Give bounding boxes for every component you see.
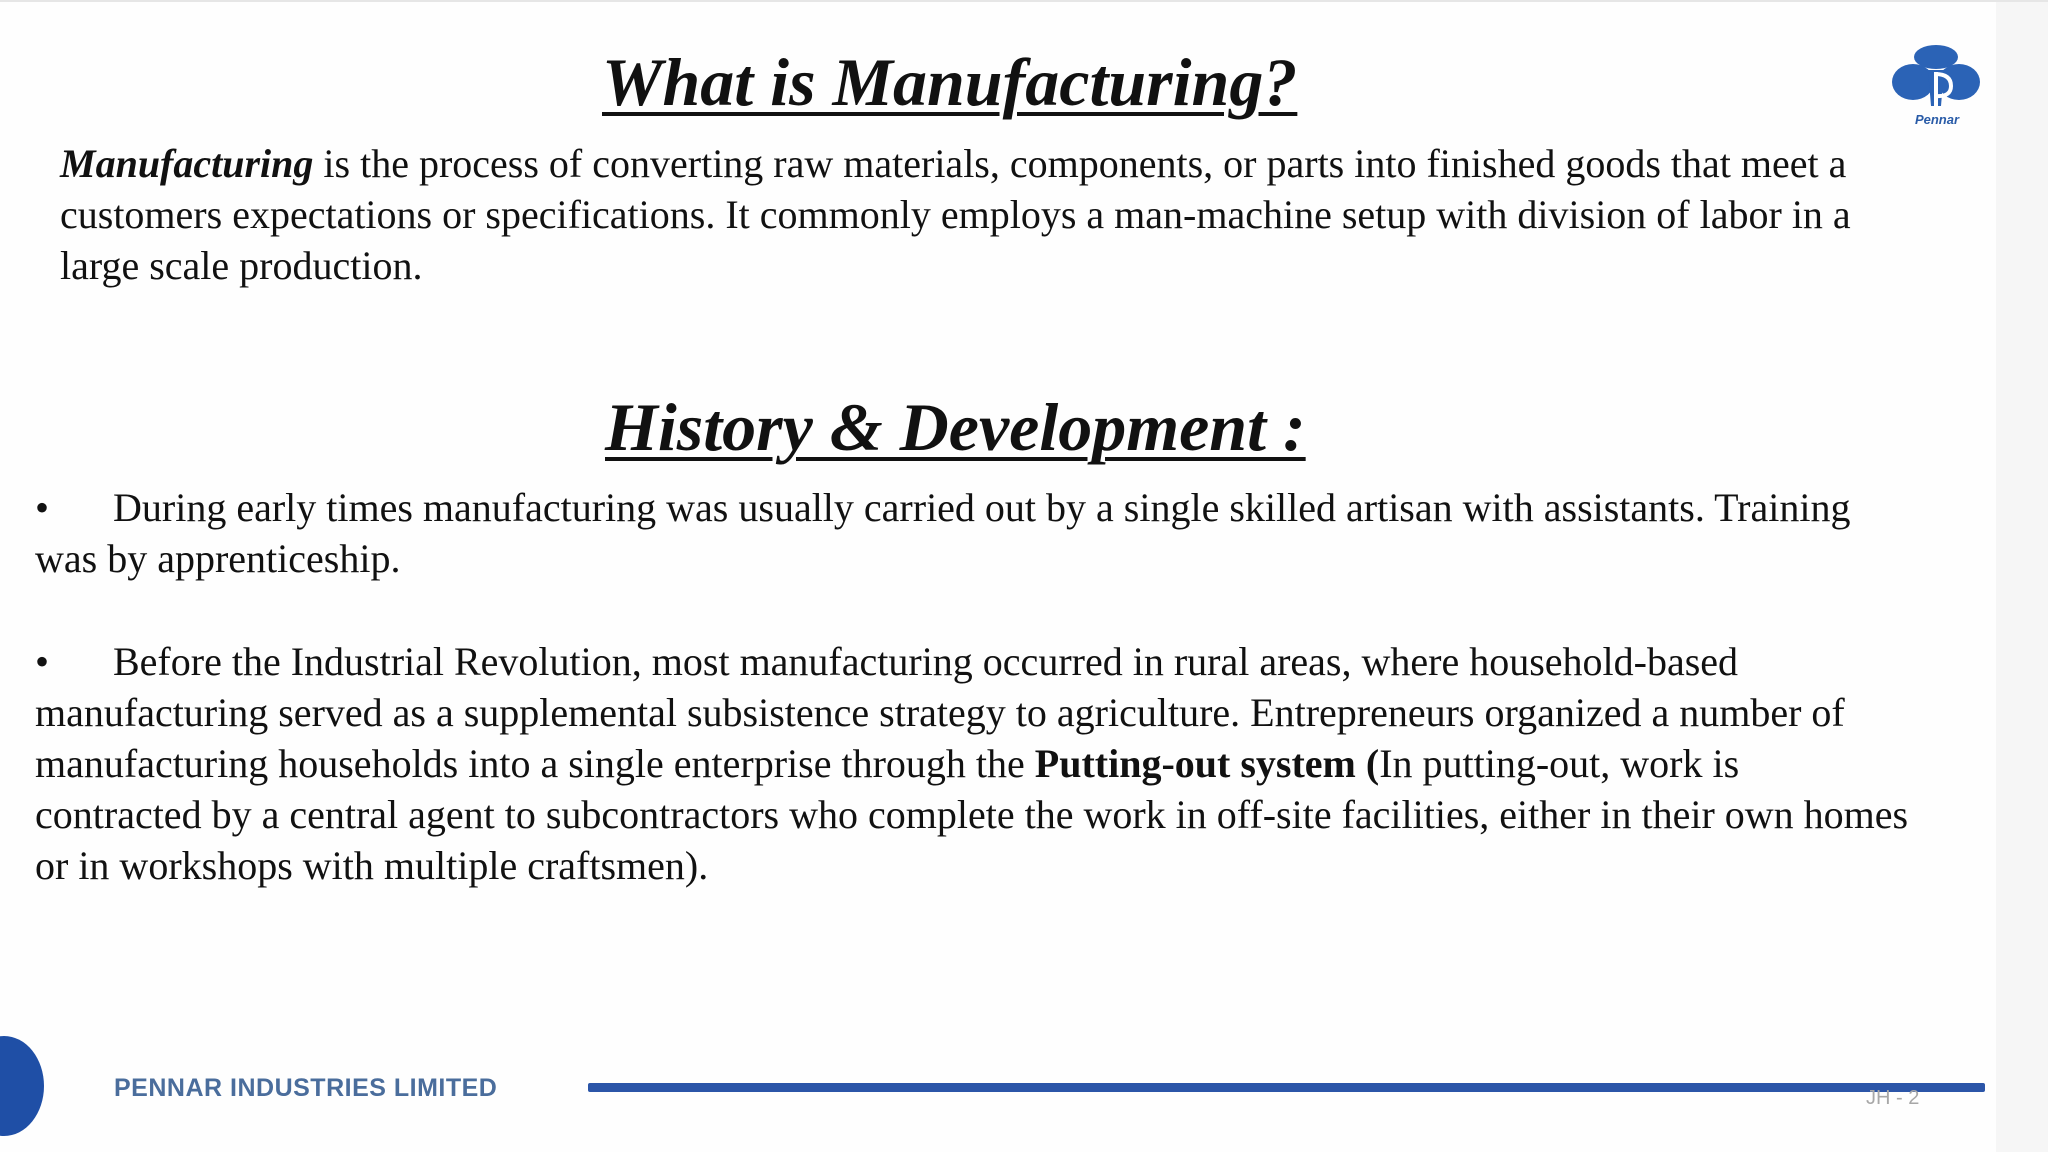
logo-wordmark: Pennar <box>1914 112 1960 127</box>
section-title: History & Development : <box>605 389 1306 465</box>
putting-out-term: Putting-out system ( <box>1034 741 1380 786</box>
intro-text: is the process of converting raw materials, components, or parts into finished goods that meet a customers expectations or specifications. It commonly employs a man-machine setup with division of labor in a large scale production. <box>60 141 1851 288</box>
bullet-text: During early times manufacturing was usually carried out by a single skilled artisan with assistants. Training was by apprenticeship. <box>35 485 1851 581</box>
bullet-text: Before the Industrial Revolution, most manufacturing occurred in rural areas, where household-based manufacturing served as a supplemental subsistence strategy to agriculture. Entrepreneurs organized a number of manufacturing households into a single enterprise through the <box>35 639 1845 786</box>
footer-bar <box>588 1083 1985 1092</box>
bullet-marker: • <box>35 485 50 530</box>
page-number: JH - 2 <box>1866 1087 1920 1109</box>
bullet-item <box>35 482 1915 584</box>
bullet-item <box>35 636 1915 891</box>
bullet-text-continued: In putting-out, work is contracted by a central agent to subcontractors who complete the work in off-site facilities, either in their own homes or in workshops with multiple craftsmen). <box>35 741 1909 888</box>
slide-title: What is Manufacturing? <box>602 44 1298 120</box>
slide-edge-shade <box>1996 0 2048 1152</box>
intro-paragraph <box>60 138 1910 291</box>
footer-accent-shape <box>0 1036 44 1136</box>
top-divider <box>0 0 2048 2</box>
bullet-marker: • <box>35 639 50 684</box>
intro-term: Manufacturing <box>60 141 314 186</box>
footer-company-name: PENNAR INDUSTRIES LIMITED <box>114 1074 498 1102</box>
